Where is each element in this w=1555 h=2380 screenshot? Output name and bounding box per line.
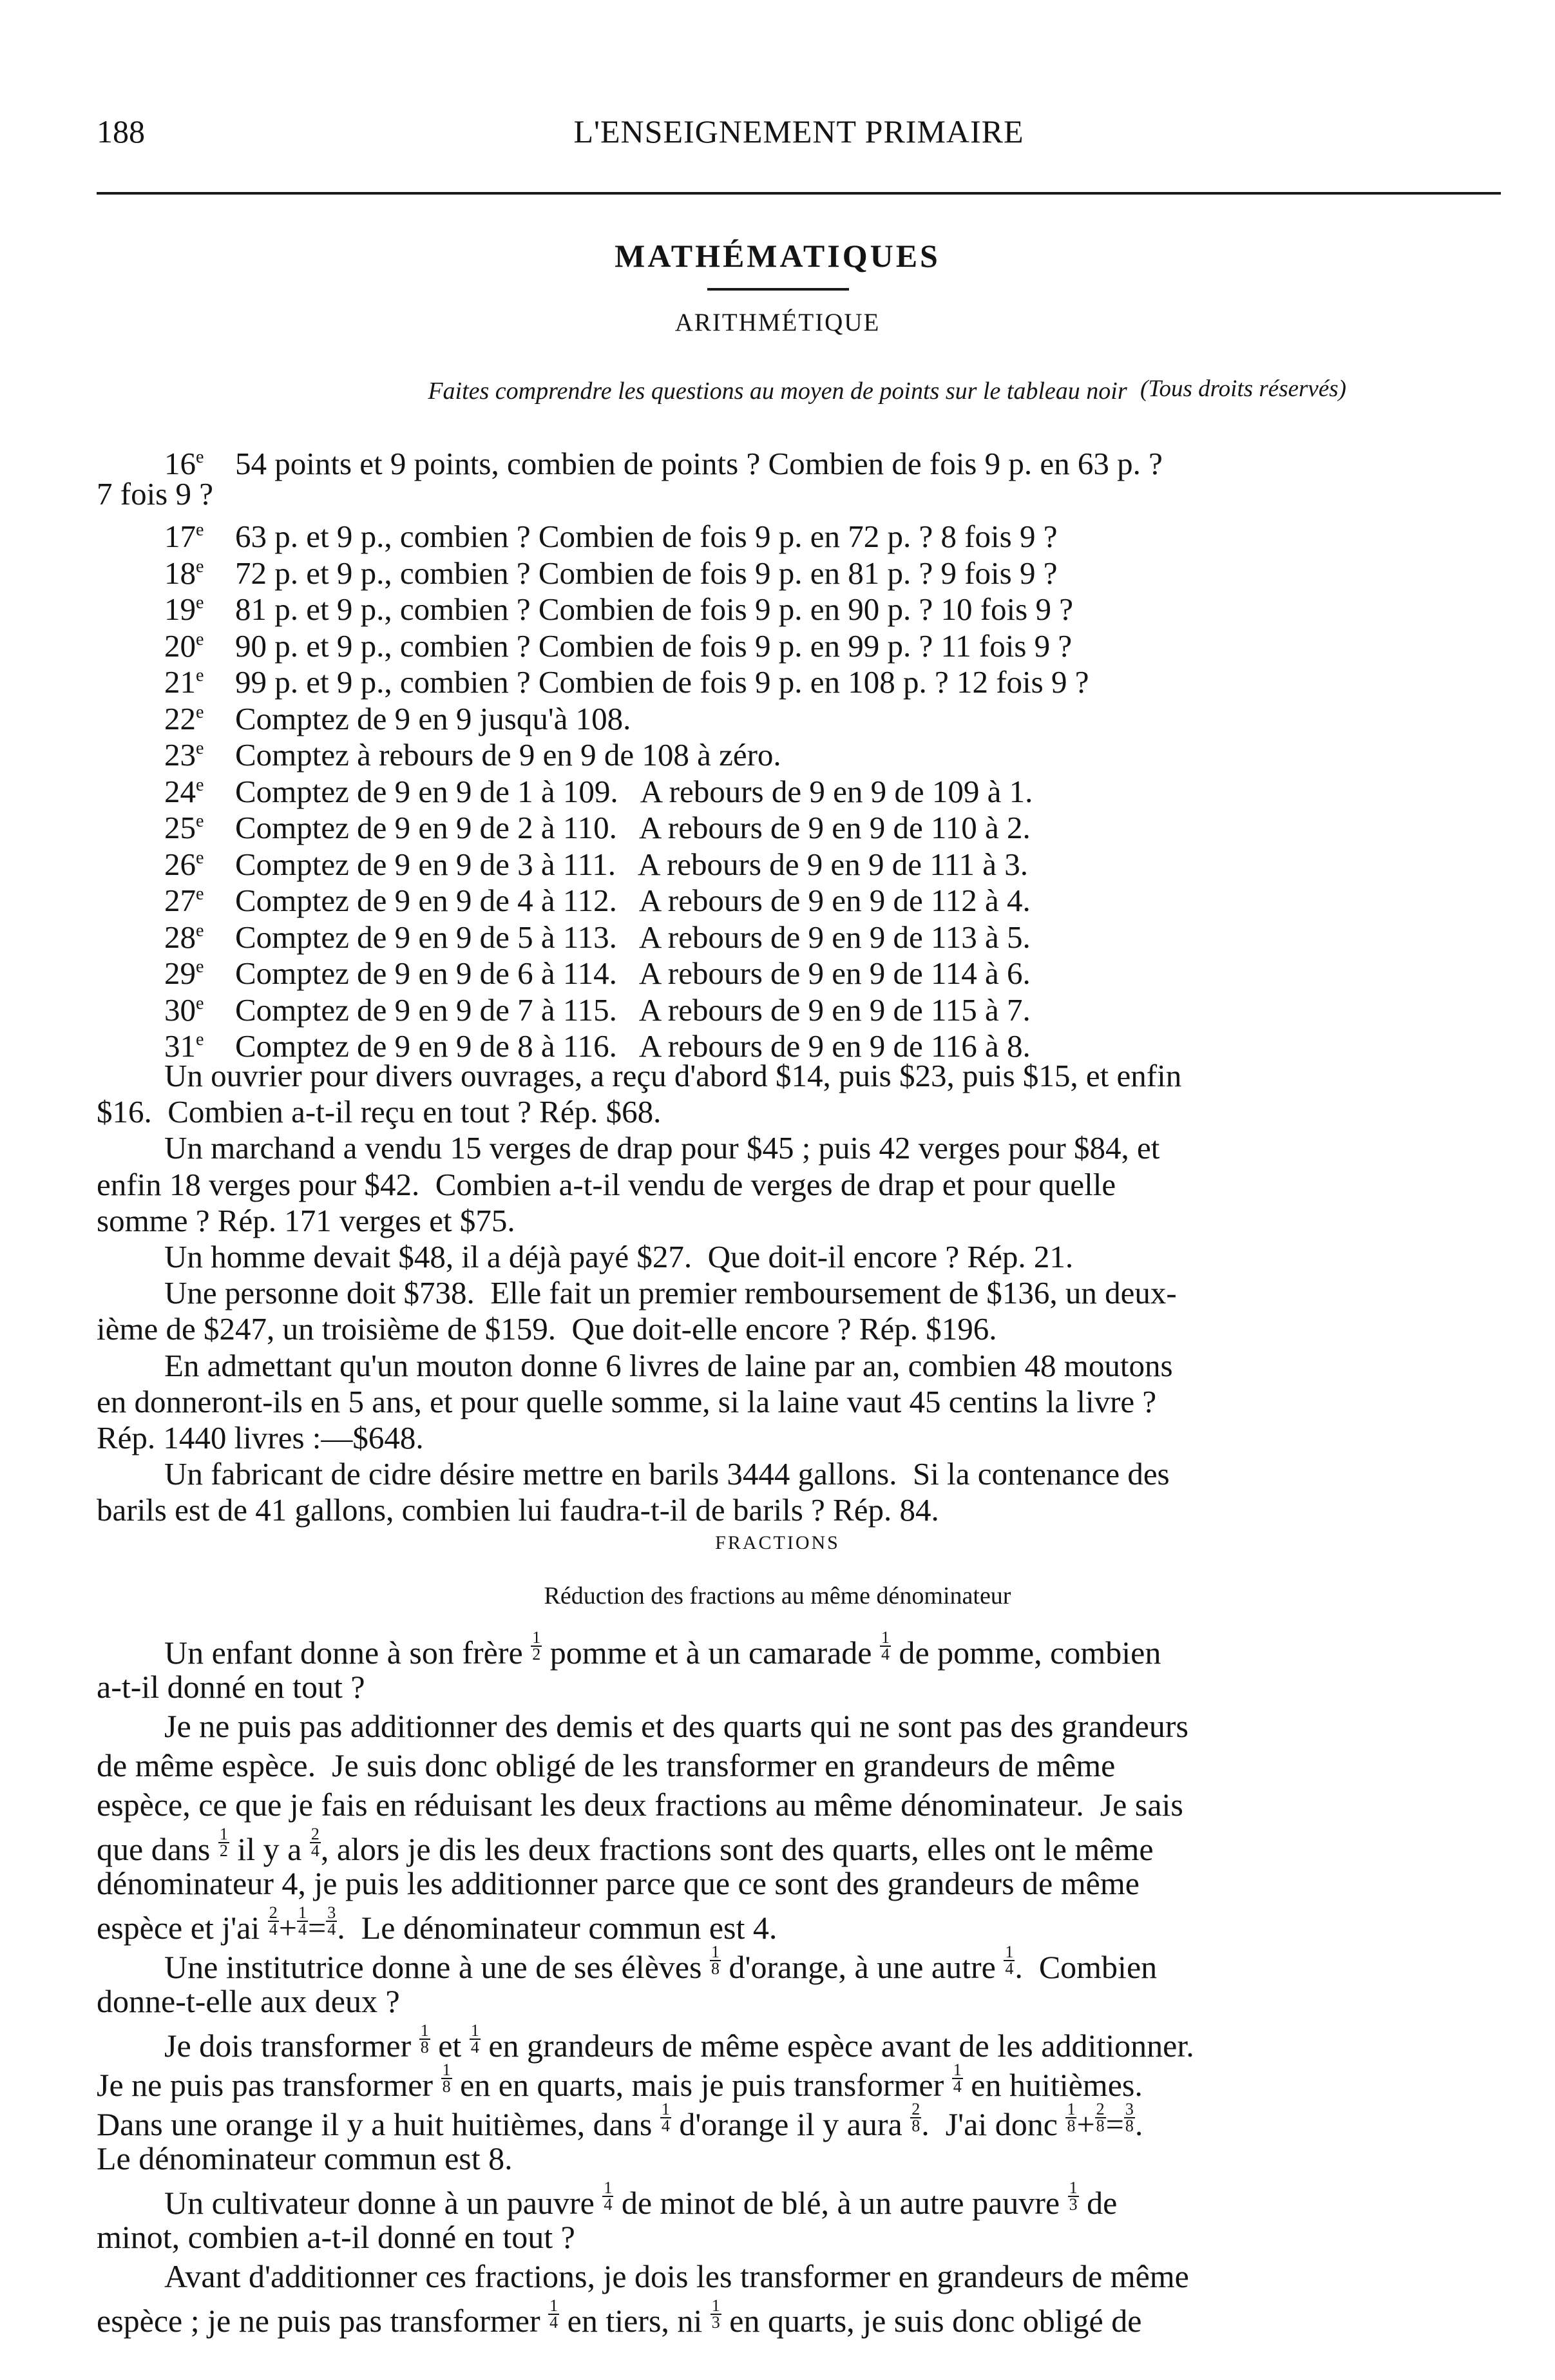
- fraction-glyph: $\frac{2}{4}$: [310, 1825, 320, 1860]
- exercise-line: [164, 840, 1028, 882]
- fraction-text-segment: Un enfant donne à son frère: [164, 1635, 531, 1671]
- fraction-glyph: $\frac{1}{4}$: [1005, 1943, 1014, 1978]
- exercise-line: [164, 986, 1031, 1028]
- fraction-glyph: $\frac{3}{8}$: [1125, 2100, 1134, 2135]
- fraction-text-line: [97, 1866, 1140, 1901]
- problem-line: $16. Combien a-t-il reçu en tout ? Rép. $68.: [97, 1094, 662, 1130]
- problem-line: enfin 18 verges pour $42. Combien a-t-il vendu de verges de drap et pour quelle: [97, 1166, 1116, 1202]
- fraction-text-segment: et: [430, 2028, 470, 2064]
- exercise-number: 17e: [164, 519, 204, 554]
- fraction-text-segment: espèce ; je ne puis pas transformer: [97, 2303, 549, 2339]
- exercise-number: 25e: [164, 810, 204, 845]
- problem-line: barils est de 41 gallons, combien lui faudra-t-il de barils ? Rép. 84.: [97, 1492, 939, 1528]
- fraction-text-segment: en grandeurs de même espèce avant de les additionner.: [480, 2028, 1194, 2064]
- fraction-text-line: [97, 2298, 1141, 2339]
- exercise-number: 18e: [164, 555, 204, 591]
- running-title: L'ENSEIGNEMENT PRIMAIRE: [573, 113, 1024, 149]
- fraction-glyph: $\frac{1}{3}$: [1069, 2178, 1078, 2214]
- fraction-glyph: $\frac{1}{8}$: [442, 2060, 451, 2096]
- fraction-text-segment: de même espèce. Je suis donc obligé de les transformer en grandeurs de même: [97, 1747, 1116, 1783]
- fraction-text-segment: en tiers, ni: [559, 2303, 711, 2339]
- exercise-text: Comptez de 9 en 9 de 2 à 110. A rebours de 9 en 9 de 110 à 2.: [235, 810, 1031, 845]
- fraction-text-line: [97, 1787, 1183, 1823]
- fraction-text-line: [164, 1709, 1188, 1744]
- exercise-line: [164, 658, 1089, 700]
- fraction-text-segment: Dans une orange il y a huit huitièmes, dans: [97, 2106, 660, 2142]
- exercise-number: 20e: [164, 628, 204, 664]
- exercise-line: [164, 876, 1031, 918]
- fraction-text-line: [97, 2220, 575, 2255]
- fraction-glyph: $\frac{1}{4}$: [298, 1903, 307, 1939]
- fraction-glyph: $\frac{1}{4}$: [661, 2100, 670, 2135]
- fraction-text-segment: d'orange il y aura: [671, 2106, 911, 2142]
- header-rule: [97, 192, 1501, 195]
- fraction-text-segment: espèce et j'ai: [97, 1910, 268, 1946]
- rights-notice: (Tous droits réservés): [1140, 376, 1346, 402]
- fraction-text-segment: , alors je dis les deux fractions sont des quarts, elles ont le même: [320, 1831, 1154, 1867]
- problem-line: ième de $247, un troisième de $159. Que doit-elle encore ? Rép. $196.: [97, 1311, 997, 1347]
- problem-line: En admettant qu'un mouton donne 6 livres de laine par an, combien 48 moutons: [164, 1347, 1173, 1383]
- fraction-text-line: [97, 2062, 1143, 2103]
- problem-line: Un homme devait $48, il a déjà payé $27. Que doit-il encore ? Rép. 21.: [164, 1239, 1074, 1274]
- fraction-glyph: $\frac{1}{8}$: [711, 1943, 720, 1978]
- exercise-text: 7 fois 9 ?: [97, 475, 213, 512]
- problem-line: somme ? Rép. 171 verges et $75.: [97, 1202, 515, 1238]
- fraction-glyph: $\frac{1}{4}$: [953, 2060, 962, 2096]
- fraction-text-line: [97, 1827, 1154, 1867]
- page-header: [97, 113, 1501, 164]
- section-subtitle: ARITHMÉTIQUE: [674, 309, 881, 336]
- fraction-text-segment: il y a: [229, 1831, 310, 1867]
- exercise-text: Comptez de 9 en 9 de 5 à 113. A rebours de 9 en 9 de 113 à 5.: [235, 919, 1031, 955]
- fraction-glyph: $\frac{1}{8}$: [1067, 2100, 1076, 2135]
- exercise-text: 63 p. et 9 p., combien ? Combien de fois 9 p. en 72 p. ? 8 fois 9 ?: [235, 519, 1058, 554]
- fractions-subtitle: Réduction des fractions au même dénominateur: [544, 1582, 1011, 1609]
- exercise-number: 23e: [164, 737, 204, 773]
- fraction-glyph: $\frac{2}{8}$: [911, 2100, 921, 2135]
- fraction-text-line: [97, 1984, 400, 2019]
- fraction-glyph: $\frac{3}{4}$: [327, 1903, 336, 1939]
- problem-line: Un marchand a vendu 15 verges de drap pour $45 ; puis 42 verges pour $84, et: [164, 1130, 1160, 1166]
- fraction-glyph: $\frac{1}{3}$: [711, 2296, 720, 2332]
- exercise-text: Comptez de 9 en 9 jusqu'à 108.: [235, 700, 631, 736]
- section-title: MATHÉMATIQUES: [615, 238, 940, 274]
- fraction-text-segment: . Le dénominateur commun est 4.: [337, 1910, 778, 1946]
- fraction-text-segment: minot, combien a-t-il donné en tout ?: [97, 2219, 575, 2255]
- exercise-line: [164, 439, 1163, 481]
- exercise-line: [164, 695, 631, 736]
- fraction-text-line: [97, 1748, 1115, 1783]
- exercise-line: [164, 585, 1073, 627]
- fraction-text-line: [164, 2259, 1189, 2294]
- fraction-text-line: [164, 1944, 1157, 1985]
- fraction-text-segment: Le dénominateur commun est 8.: [97, 2140, 513, 2176]
- exercise-number: 30e: [164, 992, 204, 1028]
- fraction-text-segment: a-t-il donné en tout ?: [97, 1669, 365, 1705]
- fraction-text-segment: . J'ai donc: [921, 2106, 1066, 2142]
- fraction-text-line: [97, 1669, 365, 1705]
- exercise-line: [164, 622, 1072, 664]
- page-number: 188: [97, 113, 145, 149]
- exercise-text: Comptez de 9 en 9 de 6 à 114. A rebours de 9 en 9 de 114 à 6.: [235, 955, 1031, 991]
- exercise-number: 22e: [164, 700, 204, 736]
- exercise-text: Comptez de 9 en 9 de 4 à 112. A rebours de 9 en 9 de 112 à 4.: [235, 883, 1031, 918]
- exercise-line: [164, 731, 781, 773]
- exercise-text: 99 p. et 9 p., combien ? Combien de fois 9 p. en 108 p. ? 12 fois 9 ?: [235, 664, 1089, 700]
- fraction-glyph: $\frac{1}{2}$: [532, 1628, 541, 1664]
- fraction-text-segment: en en quarts, mais je puis transformer: [452, 2067, 952, 2103]
- fraction-glyph: $\frac{1}{4}$: [881, 1628, 890, 1664]
- fraction-text-segment: donne-t-elle aux deux ?: [97, 1983, 400, 2019]
- fraction-text-segment: Une institutrice donne à une de ses élèves: [164, 1949, 710, 1985]
- fraction-text-segment: Avant d'additionner ces fractions, je dois les transformer en grandeurs de même: [164, 2258, 1189, 2294]
- fraction-text-segment: pomme et à un camarade: [542, 1635, 880, 1671]
- problem-line: Rép. 1440 livres :—$648.: [97, 1420, 424, 1455]
- fraction-text-segment: =: [1105, 2106, 1124, 2142]
- exercise-text: 90 p. et 9 p., combien ? Combien de fois 9 p. en 99 p. ? 11 fois 9 ?: [235, 628, 1073, 664]
- fraction-text-segment: espèce, ce que je fais en réduisant les deux fractions au même dénominateur. Je sais: [97, 1787, 1183, 1823]
- fraction-text-segment: de minot de blé, à un autre pauvre: [613, 2185, 1068, 2221]
- exercise-line: [97, 476, 213, 512]
- instruction-line: Faites comprendre les questions au moyen de points sur le tableau noir: [428, 378, 1127, 405]
- exercise-text: Comptez de 9 en 9 de 1 à 109. A rebours de 9 en 9 de 109 à 1.: [235, 773, 1033, 809]
- fraction-glyph: $\frac{1}{4}$: [549, 2296, 558, 2332]
- fraction-text-segment: . Combien: [1015, 1949, 1158, 1985]
- fraction-text-segment: .: [1134, 2106, 1143, 2142]
- fraction-text-segment: Un cultivateur donne à un pauvre: [164, 2185, 603, 2221]
- fraction-text-line: [164, 2023, 1194, 2064]
- fraction-glyph: $\frac{1}{2}$: [219, 1825, 228, 1860]
- fraction-text-segment: +: [1076, 2106, 1095, 2142]
- problem-line: en donneront-ils en 5 ans, et pour quelle somme, si la laine vaut 45 centins la livre ?: [97, 1383, 1157, 1419]
- exercise-number: 29e: [164, 955, 204, 991]
- fraction-text-segment: de: [1078, 2185, 1118, 2221]
- exercise-number: 28e: [164, 919, 204, 955]
- fraction-glyph: $\frac{2}{4}$: [269, 1903, 278, 1939]
- exercise-text: 54 points et 9 points, combien de points ? Combien de fois 9 p. en 63 p. ?: [235, 446, 1163, 481]
- exercise-number: 24e: [164, 773, 204, 809]
- exercise-text: Comptez à rebours de 9 en 9 de 108 à zéro.: [235, 737, 781, 773]
- fraction-text-segment: en huitièmes.: [962, 2067, 1143, 2103]
- fraction-text-line: [164, 1630, 1161, 1671]
- fraction-text-segment: de pomme, combien: [890, 1635, 1161, 1671]
- exercise-text: Comptez de 9 en 9 de 7 à 115. A rebours de 9 en 9 de 115 à 7.: [235, 992, 1031, 1028]
- exercise-number: 19e: [164, 591, 204, 627]
- exercise-line: [164, 949, 1031, 991]
- exercise-number: 26e: [164, 846, 204, 882]
- exercise-number: 16e: [164, 446, 204, 481]
- title-rule: [707, 288, 849, 291]
- fraction-text-segment: +: [278, 1910, 297, 1946]
- exercise-text: 81 p. et 9 p., combien ? Combien de fois 9 p. en 90 p. ? 10 fois 9 ?: [235, 591, 1073, 627]
- fraction-text-line: [97, 2141, 513, 2176]
- fraction-text-segment: que dans: [97, 1831, 218, 1867]
- fraction-text-segment: Je ne puis pas additionner des demis et des quarts qui ne sont pas des grandeurs: [164, 1708, 1188, 1744]
- exercise-line: [164, 803, 1031, 845]
- fraction-text-line: [97, 2102, 1143, 2142]
- fraction-glyph: $\frac{1}{4}$: [470, 2021, 479, 2057]
- fraction-text-segment: dénominateur 4, je puis les additionner parce que ce sont des grandeurs de même: [97, 1865, 1140, 1901]
- problem-line: Un fabricant de cidre désire mettre en barils 3444 gallons. Si la contenance des: [164, 1456, 1170, 1492]
- exercise-text: Comptez de 9 en 9 de 3 à 111. A rebours de 9 en 9 de 111 à 3.: [235, 846, 1029, 882]
- exercise-number: 27e: [164, 883, 204, 918]
- fraction-text-segment: en quarts, je suis donc obligé de: [721, 2303, 1142, 2339]
- fraction-text-line: [164, 2180, 1117, 2221]
- fraction-text-segment: Je dois transformer: [164, 2028, 419, 2064]
- problem-line: Un ouvrier pour divers ouvrages, a reçu d'abord $14, puis $23, puis $15, et enfin: [164, 1058, 1182, 1093]
- exercise-line: [164, 767, 1033, 809]
- fraction-text-segment: d'orange, à une autre: [720, 1949, 1004, 1985]
- fraction-glyph: $\frac{1}{8}$: [420, 2021, 429, 2057]
- exercise-number: 31e: [164, 1028, 204, 1064]
- fraction-text-line: [97, 1905, 777, 1946]
- fraction-text-segment: =: [308, 1910, 327, 1946]
- exercise-line: [164, 512, 1058, 554]
- fractions-title: FRACTIONS: [715, 1532, 840, 1553]
- exercise-line: [164, 913, 1031, 955]
- exercise-line: [164, 549, 1058, 591]
- fraction-text-segment: Je ne puis pas transformer: [97, 2067, 441, 2103]
- fraction-glyph: $\frac{1}{4}$: [604, 2178, 613, 2214]
- exercise-text: 72 p. et 9 p., combien ? Combien de fois 9 p. en 81 p. ? 9 fois 9 ?: [235, 555, 1058, 591]
- exercise-text: Comptez de 9 en 9 de 8 à 116. A rebours de 9 en 9 de 116 à 8.: [235, 1028, 1031, 1064]
- fraction-glyph: $\frac{2}{8}$: [1096, 2100, 1105, 2135]
- exercise-number: 21e: [164, 664, 204, 700]
- problem-line: Une personne doit $738. Elle fait un premier remboursement de $136, un deux-: [164, 1275, 1177, 1311]
